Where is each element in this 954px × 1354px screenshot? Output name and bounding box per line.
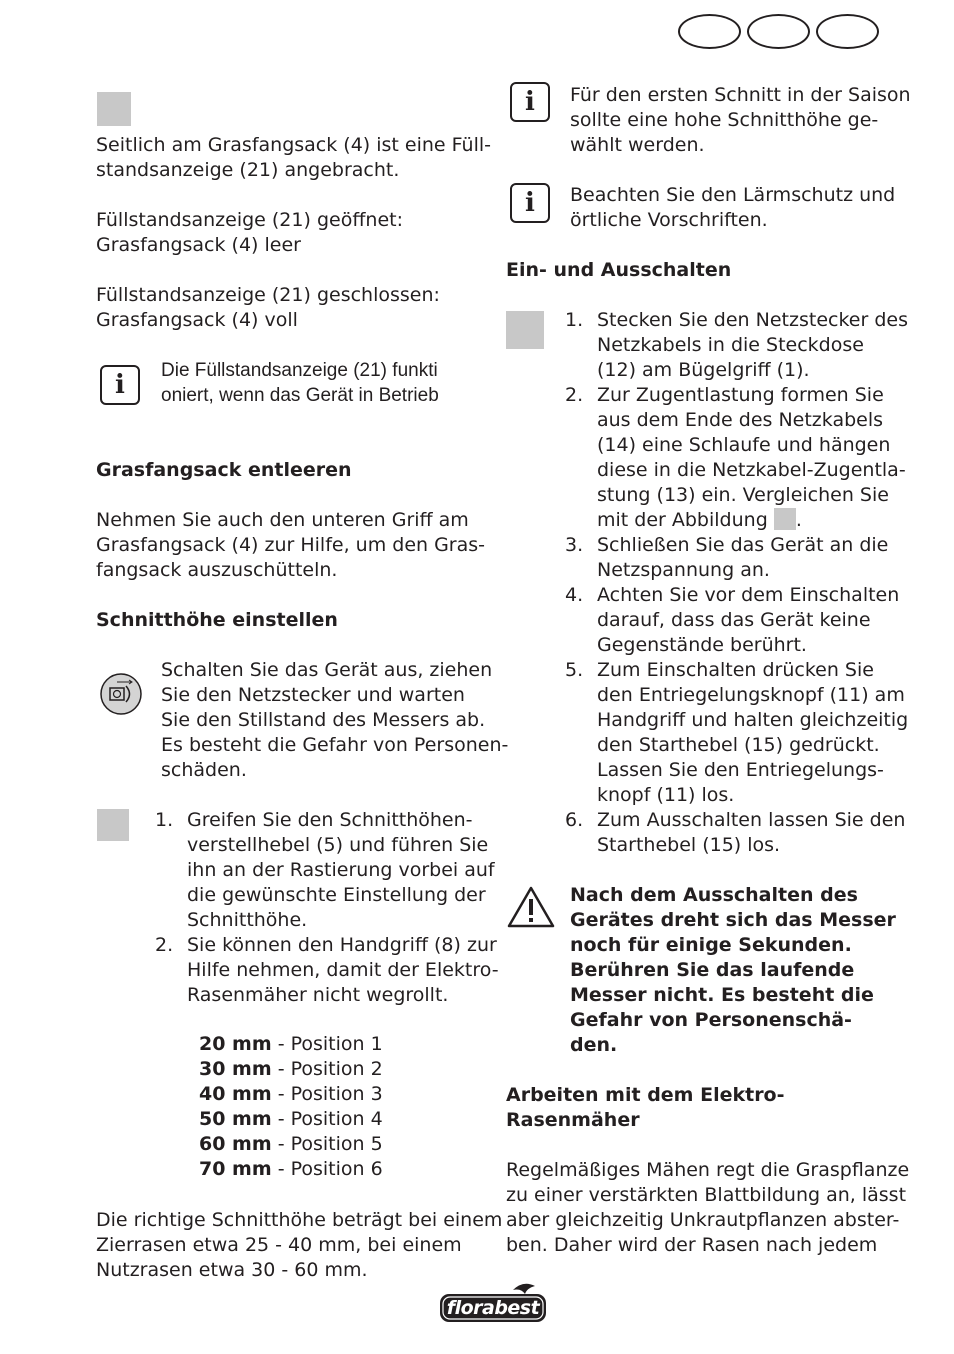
figure-reference-box xyxy=(97,809,129,841)
language-oval-1 xyxy=(678,14,741,49)
text-line: ben. Daher wird der Rasen nach jedem xyxy=(506,1234,878,1256)
figure-reference-box xyxy=(506,311,544,349)
text-line: Nach dem Ausschalten des xyxy=(570,884,858,906)
text-line: Grasfangsack (4) leer xyxy=(96,234,301,256)
text-line: Gefahr von Personenschä- xyxy=(570,1009,852,1031)
empty-bag-text xyxy=(96,508,485,583)
text-line: darauf, dass das Gerät keine xyxy=(597,609,871,631)
text-line: aber gleichzeitig Unkrautpflanzen abster- xyxy=(506,1209,900,1231)
cut-height-footer xyxy=(96,1208,502,1283)
text-line: standsanzeige (21) angebracht. xyxy=(96,159,400,181)
text-line: Netzspannung an. xyxy=(597,559,770,581)
position-label: - Position 2 xyxy=(271,1058,383,1080)
list-item xyxy=(565,533,908,583)
list-item xyxy=(565,383,908,533)
text-line: Beachten Sie den Lärmschutz und xyxy=(570,184,896,206)
text-line: stung (13) ein. Vergleichen Sie xyxy=(597,484,889,506)
height-value: 30 mm xyxy=(199,1058,272,1080)
fill-open-text xyxy=(96,208,403,258)
text-line: Nutzrasen etwa 30 - 60 mm. xyxy=(96,1259,368,1281)
text-line: Grasfangsack (4) voll xyxy=(96,309,298,331)
text-line: Gegenstände berührt. xyxy=(597,634,807,656)
text-line: Zierrasen etwa 25 - 40 mm, bei einem xyxy=(96,1234,462,1256)
text-line: Sie den Stillstand des Messers ab. xyxy=(161,709,486,731)
text-line: Schalten Sie das Gerät aus, ziehen xyxy=(161,659,493,681)
text-line: schäden. xyxy=(161,759,247,781)
fill-level-intro xyxy=(96,133,491,183)
text-line: die gewünschte Einstellung der xyxy=(187,884,486,906)
text-line: Nehmen Sie auch den unteren Griff am xyxy=(96,509,469,531)
list-item xyxy=(199,1107,383,1132)
text-line: aus dem Ende des Netzkabels xyxy=(597,409,884,431)
logo-wordmark: florabest xyxy=(446,1297,540,1319)
noise-info xyxy=(570,183,895,233)
step-number: 5. xyxy=(565,659,584,681)
text-line: Stecken Sie den Netzstecker des xyxy=(597,309,908,331)
text-line: Zum Ausschalten lassen Sie den xyxy=(597,809,906,831)
list-item xyxy=(565,583,908,658)
on-off-steps xyxy=(565,308,908,858)
language-tabs xyxy=(678,14,879,49)
text-line: Zum Einschalten drücken Sie xyxy=(597,659,874,681)
section-heading-on-off: Ein- und Ausschalten xyxy=(506,259,732,281)
warning-icon xyxy=(506,885,556,929)
position-label: - Position 5 xyxy=(271,1133,383,1155)
text-line: Sie den Netzstecker und warten xyxy=(161,684,465,706)
list-item xyxy=(199,1057,383,1082)
list-item xyxy=(565,308,908,383)
text-line: (14) eine Schlaufe und hängen xyxy=(597,434,891,456)
figure-reference-box xyxy=(97,92,131,126)
cut-height-positions xyxy=(199,1032,383,1182)
text-line: diese in die Netzkabel-Zugentla- xyxy=(597,459,906,481)
text-line: örtliche Vorschriften. xyxy=(570,209,768,231)
fill-closed-text xyxy=(96,283,440,333)
text-line: Füllstandsanzeige (21) geschlossen: xyxy=(96,284,440,306)
warning-text xyxy=(570,883,896,1058)
height-value: 40 mm xyxy=(199,1083,272,1105)
text-line: knopf (11) los. xyxy=(597,784,735,806)
text-line: den Entriegelungsknopf (11) am xyxy=(597,684,905,706)
text-line: fangsack auszuschütteln. xyxy=(96,559,338,581)
text-line: Schließen Sie das Gerät an die xyxy=(597,534,889,556)
text-line: den. xyxy=(570,1034,618,1056)
text-line: Schnitthöhe. xyxy=(187,909,308,931)
list-item xyxy=(199,1132,383,1157)
list-item xyxy=(199,1157,383,1182)
figure-reference-box xyxy=(774,508,796,530)
position-label: - Position 3 xyxy=(271,1083,383,1105)
text-line: verstellhebel (5) und führen Sie xyxy=(187,834,489,856)
info-icon: i xyxy=(100,365,140,405)
unplug-safety-icon xyxy=(99,672,143,716)
info-icon: i xyxy=(510,82,550,122)
text-line: Lassen Sie den Entriegelungs- xyxy=(597,759,884,781)
cut-height-steps xyxy=(155,808,499,1008)
text-line: Regelmäßiges Mähen regt die Graspflanze xyxy=(506,1159,910,1181)
florabest-logo xyxy=(438,1282,548,1324)
text-line: Gerätes dreht sich das Messer xyxy=(570,909,896,931)
text-line: Es besteht die Gefahr von Personen- xyxy=(161,734,509,756)
height-value: 60 mm xyxy=(199,1133,272,1155)
text-line: Achten Sie vor dem Einschalten xyxy=(597,584,900,606)
text-line: Seitlich am Grasfangsack (4) ist eine Füll- xyxy=(96,134,492,156)
language-oval-3 xyxy=(816,14,879,49)
text-line: zu einer verstärkten Blattbildung an, lässt xyxy=(506,1184,907,1206)
height-value: 70 mm xyxy=(199,1158,272,1180)
step-number: 1. xyxy=(565,309,584,331)
list-item xyxy=(565,658,908,808)
step-number: 2. xyxy=(565,384,584,406)
text-line: Starthebel (15) los. xyxy=(597,834,781,856)
working-text xyxy=(506,1158,909,1258)
text-line: oniert, wenn das Gerät in Betrieb xyxy=(161,385,439,406)
section-heading-empty-bag: Grasfangsack entleeren xyxy=(96,459,352,481)
text-line: noch für einige Sekunden. xyxy=(570,934,852,956)
first-cut-info xyxy=(570,83,911,158)
text-line: Für den ersten Schnitt in der Saison xyxy=(570,84,911,106)
text-line: Rasenmäher nicht wegrollt. xyxy=(187,984,449,1006)
safety-note xyxy=(161,658,508,783)
list-item xyxy=(199,1032,383,1057)
text-line: Hilfe nehmen, damit der Elektro- xyxy=(187,959,499,981)
section-heading-cut-height: Schnitthöhe einstellen xyxy=(96,609,338,631)
text-line: Füllstandsanzeige (21) geöffnet: xyxy=(96,209,403,231)
text-line: Berühren Sie das laufende xyxy=(570,959,855,981)
text-line: den Starthebel (15) gedrückt. xyxy=(597,734,880,756)
fill-level-info-note xyxy=(161,358,439,408)
text-line: Greifen Sie den Schnitthöhen- xyxy=(187,809,473,831)
list-item xyxy=(155,933,499,1008)
section-heading-working xyxy=(506,1083,785,1133)
position-label: - Position 4 xyxy=(271,1108,383,1130)
text-line: Sie können den Handgriff (8) zur xyxy=(187,934,497,956)
position-label: - Position 1 xyxy=(271,1033,383,1055)
list-item xyxy=(565,808,908,858)
text-line: mit der Abbildung . xyxy=(597,509,802,531)
list-item xyxy=(199,1082,383,1107)
list-item xyxy=(155,808,499,933)
step-number: 1. xyxy=(155,809,174,831)
text-fragment: mit der Abbildung xyxy=(597,509,768,531)
text-line: Die Füllstandsanzeige (21) funkti xyxy=(161,360,438,381)
text-line: Handgriff und halten gleichzeitig xyxy=(597,709,909,731)
text-line: Zur Zugentlastung formen Sie xyxy=(597,384,884,406)
text-line: sollte eine hohe Schnitthöhe ge- xyxy=(570,109,879,131)
text-line: (12) am Bügelgriff (1). xyxy=(597,359,810,381)
language-oval-2 xyxy=(747,14,810,49)
text-line: Arbeiten mit dem Elektro- xyxy=(506,1084,785,1106)
text-line: Die richtige Schnitthöhe beträgt bei einem xyxy=(96,1209,503,1231)
step-number: 4. xyxy=(565,584,584,606)
text-line: Grasfangsack (4) zur Hilfe, um den Gras- xyxy=(96,534,486,556)
text-line: Messer nicht. Es besteht die xyxy=(570,984,874,1006)
step-number: 6. xyxy=(565,809,584,831)
position-label: - Position 6 xyxy=(271,1158,383,1180)
step-number: 3. xyxy=(565,534,584,556)
text-line: wählt werden. xyxy=(570,134,705,156)
height-value: 50 mm xyxy=(199,1108,272,1130)
text-line: Rasenmäher xyxy=(506,1109,640,1131)
info-icon: i xyxy=(510,183,550,223)
step-number: 2. xyxy=(155,934,174,956)
height-value: 20 mm xyxy=(199,1033,272,1055)
text-line: ihn an der Rastierung vorbei auf xyxy=(187,859,495,881)
text-line: Netzkabels in die Steckdose xyxy=(597,334,864,356)
